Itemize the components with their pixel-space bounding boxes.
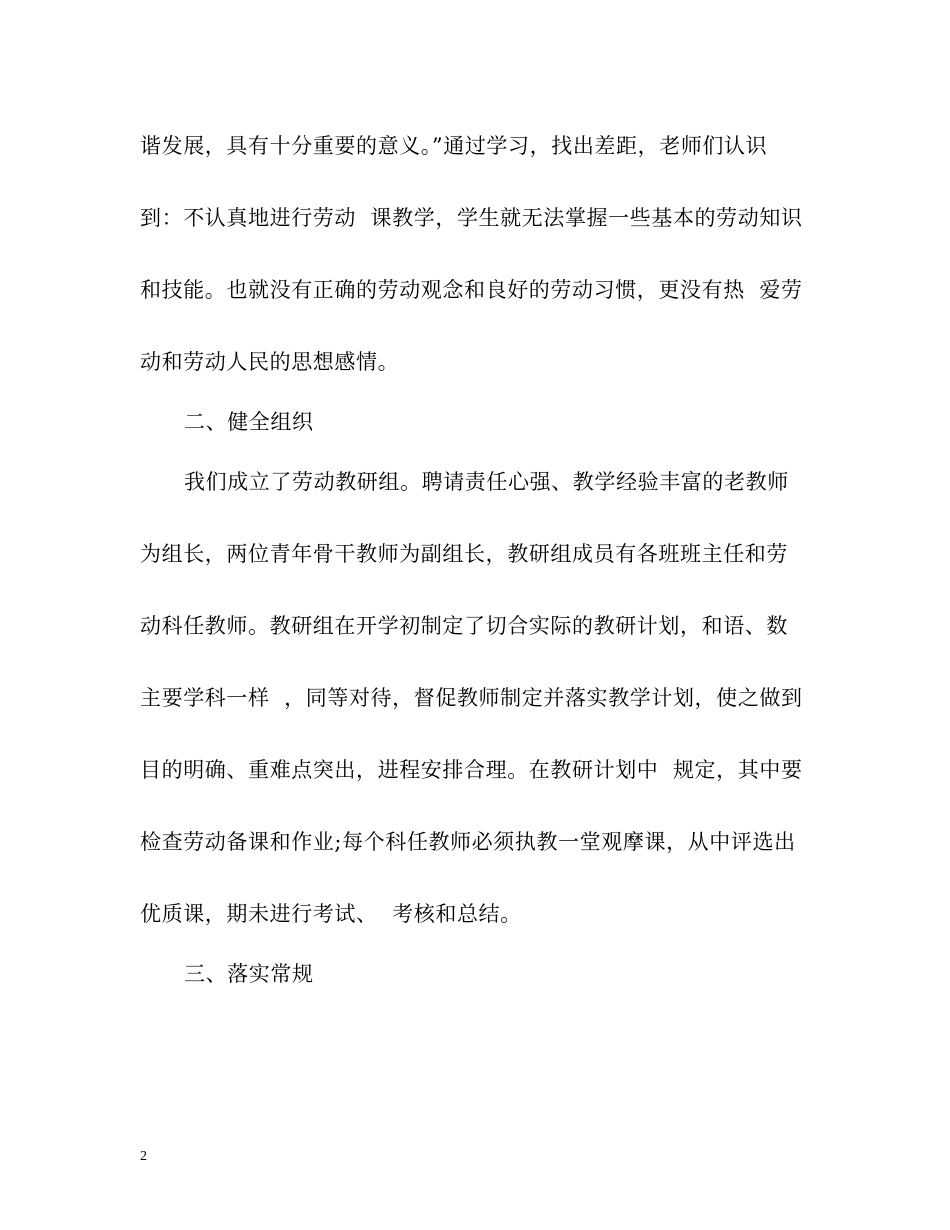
text-line: 谐发展，具有十分重要的意义。”通过学习，找出差距，老师们认识 xyxy=(140,134,768,158)
text-line: 为组长，两位青年骨干教师为副组长，教研组成员有各班班主任和劳 xyxy=(140,542,788,566)
text-line: 我们成立了劳动教研组。聘请责任心强、教学经验丰富的老教师 xyxy=(184,470,789,494)
page-number: 2 xyxy=(140,1149,147,1164)
text-line: 动和劳动人民的思想感情。 xyxy=(140,350,400,374)
text-line: 到：不认真地进行劳动 课教学，学生就无法掌握一些基本的劳动知识 xyxy=(140,206,803,230)
section-heading: 三、落实常规 xyxy=(184,962,314,986)
text-line: 和技能。也就没有正确的劳动观念和良好的劳动习惯，更没有热 爱劳 xyxy=(140,278,803,302)
text-line: 优质课，期未进行考试、 考核和总结。 xyxy=(140,902,522,926)
section-heading: 二、健全组织 xyxy=(184,410,314,434)
text-line: 检查劳动备课和作业;每个科任教师必须执教一堂观摩课，从中评选出 xyxy=(140,830,796,854)
text-line: 动科任教师。教研组在开学初制定了切合实际的教研计划，和语、数 xyxy=(140,614,788,638)
text-line: 主要学科一样 ，同等对待，督促教师制定并落实教学计划，使之做到 xyxy=(140,686,803,710)
text-line: 目的明确、重难点突出，进程安排合理。在教研计划中 规定，其中要 xyxy=(140,758,803,782)
